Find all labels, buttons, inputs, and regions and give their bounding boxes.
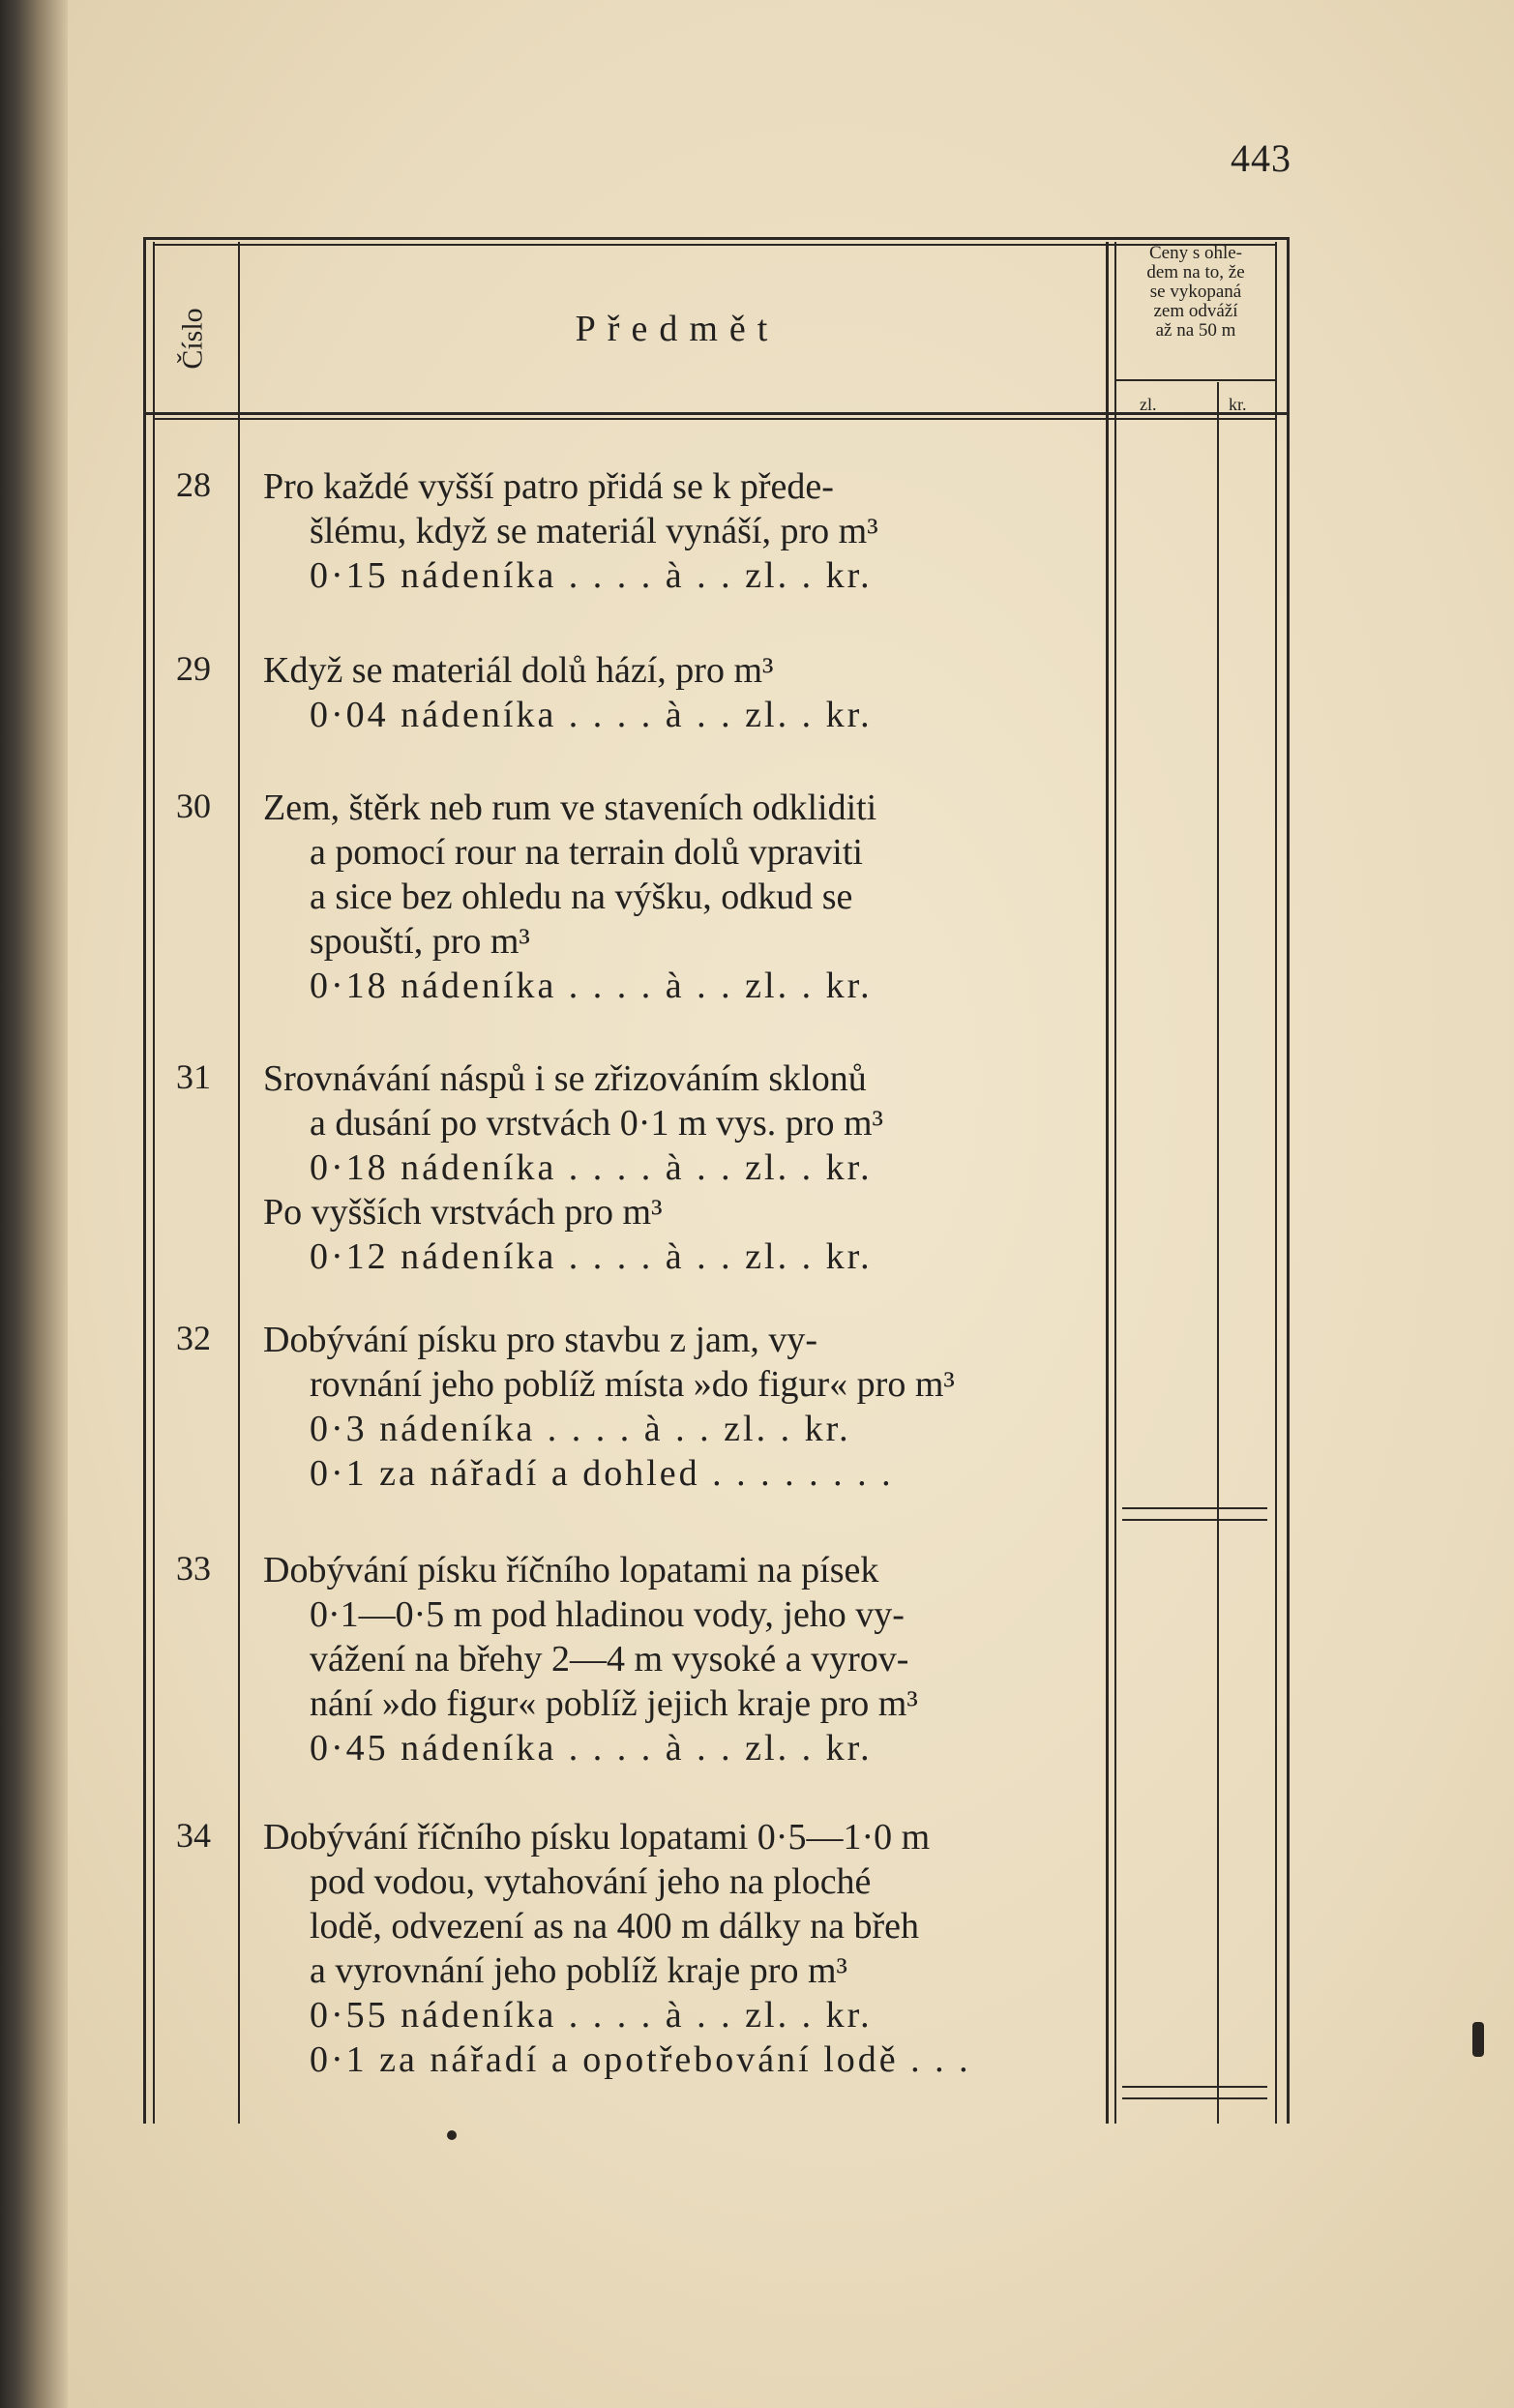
entry-line: Když se materiál dolů hází, pro m³ — [263, 650, 774, 691]
header-cislo-label: Číslo — [177, 308, 210, 370]
entry-line: šlému, když se materiál vynáší, pro m³ — [310, 511, 878, 551]
entry-line: 0·3 nádeníka . . . . à . . zl. . kr. — [310, 1409, 851, 1449]
entry-line: 0·18 nádeníka . . . . à . . zl. . kr. — [310, 1147, 873, 1188]
entry-line: Dobývání písku říčního lopatami na písek — [263, 1550, 879, 1590]
entry-number: 29 — [176, 649, 211, 688]
entry-line: vážení na břehy 2—4 m vysoké a vyrov- — [310, 1639, 909, 1680]
entry-line: Dobývání říčního písku lopatami 0·5—1·0 m — [263, 1817, 931, 1858]
entry-text — [263, 648, 1076, 737]
entry-number: 31 — [176, 1057, 211, 1096]
entry-text — [263, 1056, 1076, 1279]
entry-line: 0·18 nádeníka . . . . à . . zl. . kr. — [310, 966, 873, 1006]
entry-line: rovnání jeho poblíž místa »do figur« pro m³ — [310, 1364, 955, 1405]
entry-line: a pomocí rour na terrain dolů vpraviti — [310, 832, 863, 873]
entry-number: 33 — [176, 1549, 211, 1588]
entry-line: Srovnávání náspů i se zřizováním sklonů — [263, 1058, 867, 1099]
header-ceny-line: až na 50 m — [1155, 320, 1236, 341]
entry-line: nání »do figur« poblíž jejich kraje pro m³ — [310, 1683, 918, 1724]
entry-line: Pro každé vyšší patro přidá se k přede- — [263, 466, 834, 507]
entry-line: Dobývání písku pro stavbu z jam, vy- — [263, 1320, 818, 1360]
entry-number: 32 — [176, 1319, 211, 1357]
entry-line: spouští, pro m³ — [310, 921, 530, 962]
entry-text — [263, 1548, 1076, 1770]
header-cislo — [174, 290, 213, 387]
entry-line: 0·1—0·5 m pod hladinou vody, jeho vy- — [310, 1594, 905, 1635]
entry-line: 0·45 nádeníka . . . . à . . zl. . kr. — [310, 1728, 873, 1769]
header-zl: zl. — [1140, 395, 1157, 414]
header-kr: kr. — [1229, 395, 1247, 414]
entry-line: a vyrovnání jeho poblíž kraje pro m³ — [310, 1950, 847, 1991]
entry-line: a sice bez ohledu na výšku, odkud se — [310, 877, 853, 917]
entry-line: 0·55 nádeníka . . . . à . . zl. . kr. — [310, 1995, 873, 2036]
entry-line: 0·1 za nářadí a opotřebování lodě . . . — [310, 2039, 971, 2080]
ink-speck — [447, 2130, 457, 2140]
header-ceny-line: se vykopaná — [1149, 282, 1242, 302]
entry-line: Po vyšších vrstvách pro m³ — [263, 1192, 663, 1233]
entry-line: Zem, štěrk neb rum ve staveních odkliditi — [263, 788, 877, 828]
page-number: 443 — [1231, 136, 1291, 180]
entry-line: a dusání po vrstvách 0·1 m vys. pro m³ — [310, 1103, 883, 1144]
entry-line: 0·12 nádeníka . . . . à . . zl. . kr. — [310, 1236, 873, 1277]
entry-text — [263, 786, 1076, 1008]
entry-text — [263, 464, 1076, 598]
entry-line: 0·1 za nářadí a dohled . . . . . . . . — [310, 1453, 894, 1494]
entry-text — [263, 1815, 1076, 2082]
header-predmet: Předmět — [575, 309, 780, 349]
entry-line: 0·04 nádeníka . . . . à . . zl. . kr. — [310, 695, 873, 735]
entry-number: 30 — [176, 787, 211, 825]
header-ceny-line: Ceny s ohle- — [1148, 243, 1243, 263]
book-binding — [0, 0, 68, 2408]
entry-text — [263, 1318, 1076, 1496]
entry-line: pod vodou, vytahování jeho na ploché — [310, 1861, 872, 1902]
entry-number: 34 — [176, 1816, 211, 1855]
entry-line: lodě, odvezení as na 400 m dálky na břeh — [310, 1906, 919, 1947]
entry-line: 0·15 nádeníka . . . . à . . zl. . kr. — [310, 555, 873, 596]
header-ceny-line: zem odváží — [1153, 301, 1238, 321]
header-ceny — [1113, 244, 1279, 341]
ink-speck — [1472, 2022, 1484, 2057]
header-ceny-line: dem na to, že — [1146, 262, 1245, 282]
entry-number: 28 — [176, 465, 211, 504]
